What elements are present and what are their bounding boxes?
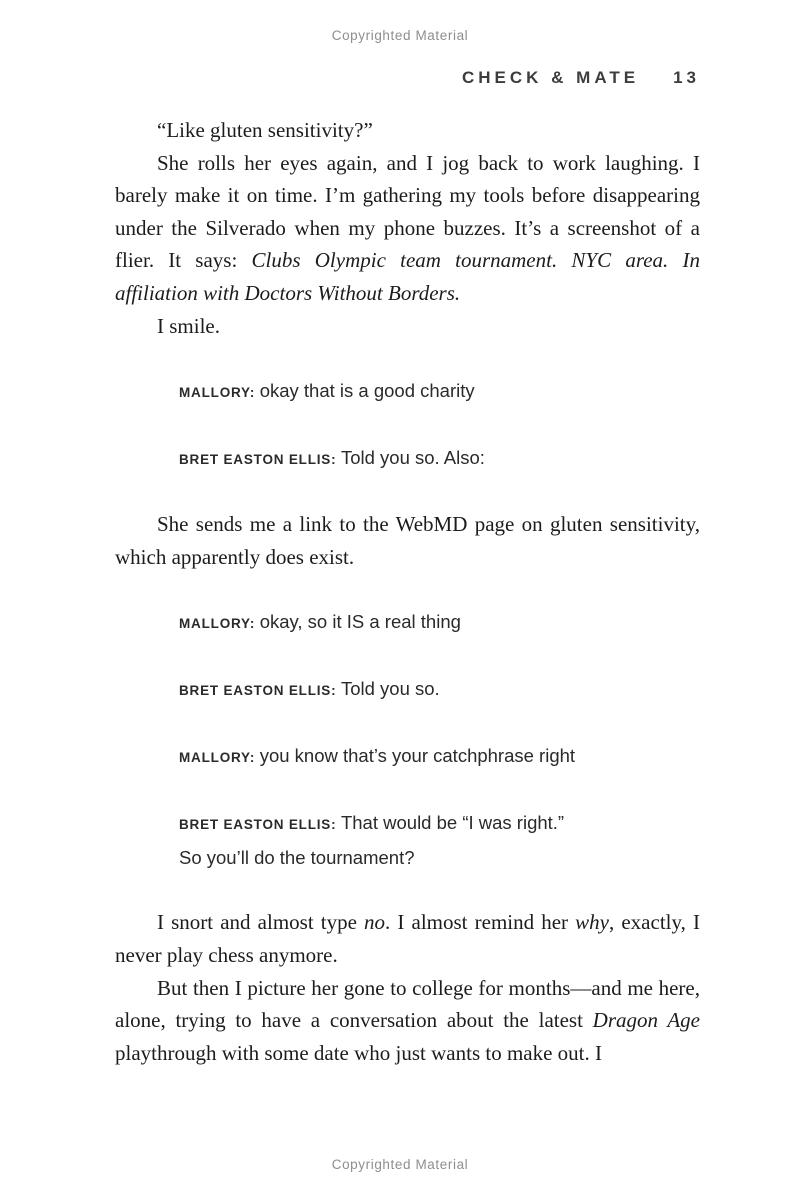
chat-speaker-label: MALLORY:	[179, 750, 260, 766]
chat-speaker-label: BRET EASTON ELLIS:	[179, 452, 341, 468]
chat-speaker-label: MALLORY:	[179, 616, 260, 632]
text-run: I snort and almost type	[157, 910, 365, 935]
paragraph	[115, 114, 700, 147]
italic-text-run: Dragon Age	[592, 1008, 700, 1033]
text-run: . I almost remind her	[385, 910, 576, 935]
text-run: Told you so. Also:	[340, 447, 485, 469]
copyright-notice-top: Copyrighted Material	[331, 28, 469, 43]
text-run: you know that’s your catchphrase right	[259, 745, 576, 767]
chat-message	[179, 374, 579, 409]
text-run: She rolls her eyes again, and I jog back to work laughing. I barely make it on time. I’m gathering my tools before disappearing under the Silverado when my phone buzzes. It’s a screenshot of a flier. It says:	[115, 150, 700, 273]
text-run: That would be “I was right.” So you’ll do the tournament?	[179, 812, 565, 869]
text-run: “Like gluten sensitivity?”	[157, 118, 373, 142]
chat-speaker-label: BRET EASTON ELLIS:	[179, 817, 341, 833]
italic-text-run: no	[364, 910, 386, 935]
copyright-notice-bottom: Copyrighted Material	[331, 1157, 469, 1172]
chat-message	[179, 441, 579, 476]
text-run: But then I picture her gone to college for months—and me here, alone, trying to have a conversation about the latest	[115, 975, 700, 1033]
paragraph	[115, 906, 700, 971]
page-text-block	[115, 114, 700, 1069]
paragraph	[115, 147, 700, 310]
chat-message	[179, 605, 579, 640]
paragraph	[115, 972, 700, 1070]
book-title: CHECK & MATE	[462, 68, 640, 87]
chat-message	[179, 806, 579, 874]
chat-message	[179, 739, 579, 774]
text-run: okay, so it IS a real thing	[259, 611, 461, 633]
text-run: I smile.	[157, 313, 220, 338]
text-run: okay that is a good charity	[259, 380, 475, 402]
text-run: , exactly, I never play chess anymore.	[115, 910, 700, 967]
chat-message	[179, 672, 579, 707]
page-number: 13	[673, 68, 700, 87]
running-header	[0, 68, 800, 88]
text-run: playthrough with some date who just wants to make out. I	[115, 1040, 603, 1065]
text-run: Told you so.	[340, 678, 440, 700]
chat-speaker-label: BRET EASTON ELLIS:	[179, 683, 341, 699]
italic-text-run: why	[575, 910, 609, 935]
text-run: She sends me a link to the WebMD page on gluten sensitivity, which apparently does exist.	[115, 512, 700, 569]
chat-speaker-label: MALLORY:	[179, 385, 260, 401]
italic-text-run: Clubs Olympic team tournament. NYC area. In affiliation with Doctors Without Borders.	[115, 248, 700, 305]
paragraph	[115, 508, 700, 573]
paragraph	[115, 310, 700, 343]
